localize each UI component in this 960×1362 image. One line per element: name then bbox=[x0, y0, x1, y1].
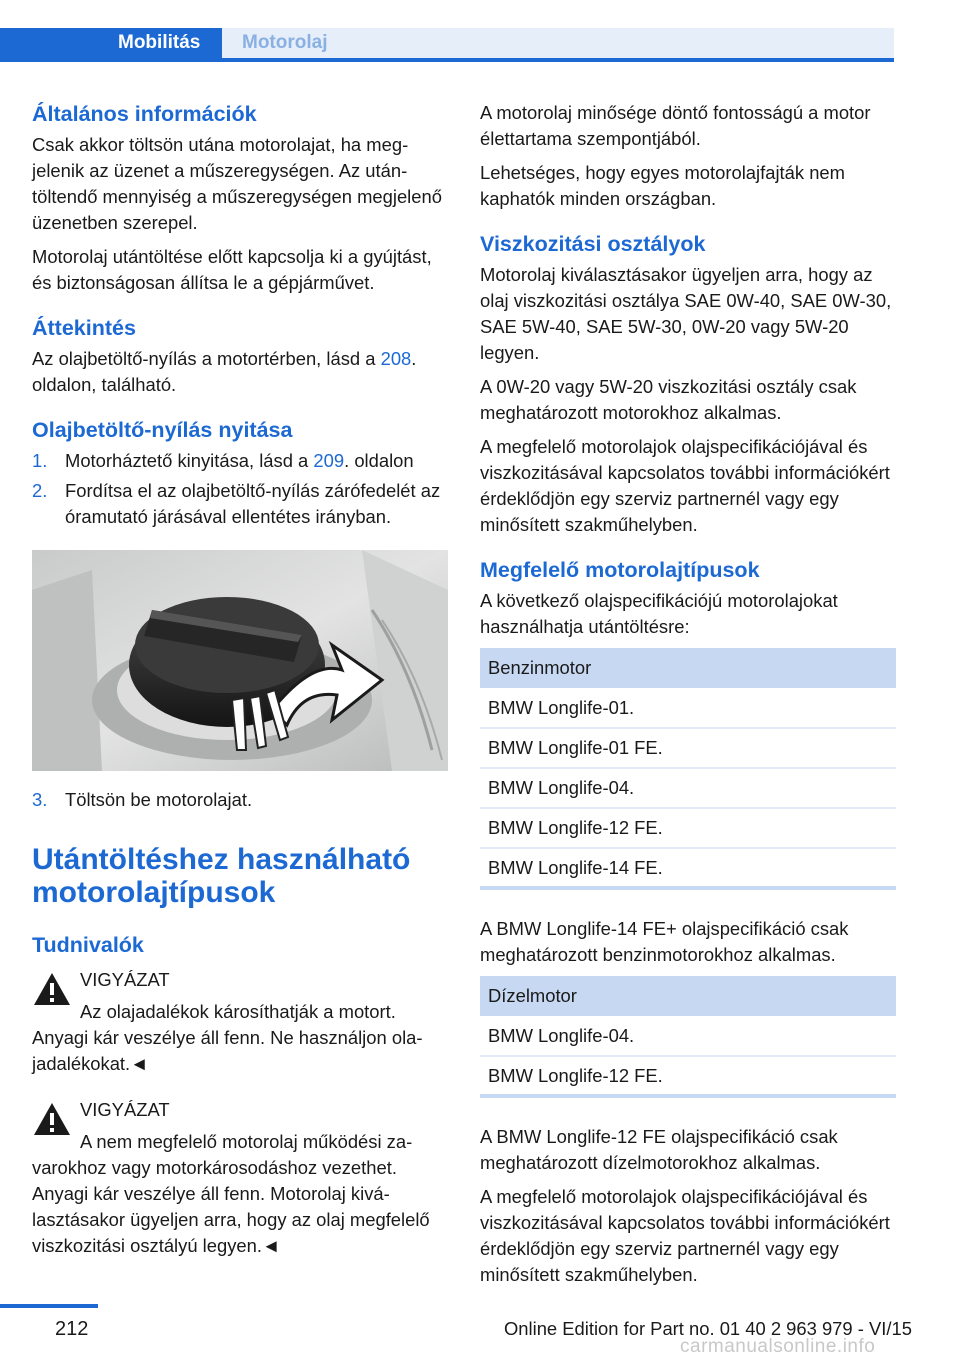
table-row bbox=[480, 728, 896, 768]
warning-block bbox=[32, 1097, 448, 1259]
right-column bbox=[480, 100, 896, 1296]
paragraph-viscosity-2: A 0W-20 vagy 5W-20 viszkozitási osztály csak meghatározott motorokhoz alkalmas. bbox=[480, 376, 857, 423]
warning-triangle-icon bbox=[32, 1101, 72, 1137]
diesel-engine-table bbox=[480, 976, 896, 1098]
table-header: Benzinmotor bbox=[480, 648, 896, 688]
warning-triangle-icon bbox=[32, 971, 72, 1007]
step-item bbox=[32, 787, 448, 813]
oil-filler-cap-illustration bbox=[32, 550, 448, 771]
warning-title: VIGYÁZAT bbox=[80, 969, 170, 990]
step-number: 3. bbox=[32, 789, 48, 810]
steps-list bbox=[32, 448, 448, 530]
page-header bbox=[0, 0, 960, 64]
table-row bbox=[480, 688, 896, 728]
heading-overview: Áttekintés bbox=[32, 316, 136, 340]
paragraph-viscosity-1: Motorolaj kiválasztásakor ügyeljen arra, hogy az olaj viszkozitási osztálya SAE 0W-40, SAE 0W-30, SAE 5W-40, SAE 5W-30, 0W-20 vagy 5W-20 legyen. bbox=[480, 264, 892, 363]
paragraph-diesel-note: A BMW Longlife-12 FE olajspecifikáció csak meghatározott dízelmotorokhoz alkalmas. bbox=[480, 1126, 838, 1173]
heading-general-info: Általános információk bbox=[32, 102, 257, 126]
table-row bbox=[480, 1056, 896, 1096]
header-rule bbox=[0, 58, 894, 62]
heading-viscosity-classes: Viszkozitási osztályok bbox=[480, 232, 706, 256]
table-row bbox=[480, 1016, 896, 1056]
heading-oil-types-main: Utántöltéshez használható motorolajtípusok bbox=[32, 843, 411, 909]
left-column bbox=[32, 100, 448, 1279]
table-row bbox=[480, 808, 896, 848]
table-cell: BMW Longlife-01 FE. bbox=[480, 728, 896, 768]
overview-text-b: . oldalon, található. bbox=[32, 348, 417, 395]
warning-title: VIGYÁZAT bbox=[80, 1099, 170, 1120]
warning-text: A nem megfelelő motorolaj működési zavarokhoz vagy motorkárosodáshoz vezethet. Anyagi kár veszélye áll fenn. Motorolaj kiválasztásakor ügyeljen arra, hogy az olaj megfelelő viszkozitási osztályú legyen.◄ bbox=[32, 1131, 430, 1256]
paragraph-suitable-types: A következő olajspecifikációjú motorolajokat használhatja utántöltésre: bbox=[480, 590, 838, 637]
steps-list-continued bbox=[32, 787, 448, 813]
table-cell: BMW Longlife-12 FE. bbox=[488, 1064, 663, 1086]
paragraph-availability: Lehetséges, hogy egyes motorolajfajták nem kaphatók minden országban. bbox=[480, 162, 845, 209]
paragraph-oil-quality: A motorolaj minősége döntő fontosságú a motor élettartama szempontjából. bbox=[480, 102, 871, 149]
footer-rule bbox=[0, 1304, 98, 1308]
paragraph-petrol-note: A BMW Longlife-14 FE+ olajspecifikáció csak meghatározott benzinmotorokhoz alkalmas. bbox=[480, 918, 849, 965]
oil-filler-cap-photo bbox=[32, 550, 448, 771]
watermark: carmanualsonline.info bbox=[680, 1336, 876, 1357]
step-item bbox=[32, 448, 448, 474]
page-link-208[interactable]: 208 bbox=[380, 348, 412, 369]
warning-text: Az olajadalékok károsíthatják a motort. Anyagi kár veszélye áll fenn. Ne használjon olajadalékokat.◄ bbox=[32, 1001, 423, 1074]
table-cell: BMW Longlife-04. bbox=[480, 768, 896, 808]
table-row bbox=[480, 848, 896, 888]
step-text: Fordítsa el az olajbetöltő-nyílás zárófedelét az óramutató járásával ellentétes irányban. bbox=[65, 480, 441, 527]
paragraph-general-1: Csak akkor töltsön utána motorolajat, ha megjelenik az üzenet a műszeregységen. Az utántöltendő mennyiség a műszeregységen megjelenő üzenetben szerepel. bbox=[32, 134, 442, 233]
step-number: 2. bbox=[32, 480, 48, 501]
table-row bbox=[480, 768, 896, 808]
table-cell: BMW Longlife-12 FE. bbox=[480, 808, 896, 848]
step-text: Töltsön be motorolajat. bbox=[65, 789, 253, 810]
table-cell: BMW Longlife-04. bbox=[480, 1016, 896, 1056]
edition-info: Online Edition for Part no. 01 40 2 963 979 - VI/15 bbox=[504, 1318, 912, 1339]
table-cell: BMW Longlife-01. bbox=[480, 688, 896, 728]
table-cell: BMW Longlife-14 FE. bbox=[488, 856, 663, 878]
heading-filler-opening: Olajbetöltő-nyílás nyitása bbox=[32, 418, 293, 442]
page-link-209[interactable]: 209 bbox=[313, 450, 345, 471]
header-tab-engine-oil[interactable]: Motorolaj bbox=[222, 28, 894, 58]
paragraph-viscosity-3: A megfelelő motorolajok olajspecifikációjával és viszkozitásával kapcsolatos további információkért érdeklődjön egy szerviz partnernél vagy egy minősített szakműhelyben. bbox=[480, 436, 890, 535]
petrol-engine-table bbox=[480, 648, 896, 890]
step-text-end: . oldalon bbox=[344, 450, 414, 471]
header-tab-mobility[interactable]: Mobilitás bbox=[0, 28, 222, 58]
heading-notes: Tudnivalók bbox=[32, 933, 144, 957]
warning-block bbox=[32, 967, 448, 1077]
step-number: 1. bbox=[32, 450, 48, 471]
table-header: Dízelmotor bbox=[480, 976, 896, 1016]
paragraph-general-2: Motorolaj utántöltése előtt kapcsolja ki a gyújtást, és biztonságosan állítsa le a gépjárművet. bbox=[32, 246, 432, 293]
page-number: 212 bbox=[55, 1318, 89, 1340]
step-text: Motorháztető kinyitása, lásd a bbox=[65, 450, 314, 471]
overview-text-a: Az olajbetöltő-nyílás a motortérben, lásd a bbox=[32, 348, 381, 369]
paragraph-overview bbox=[32, 346, 448, 398]
step-item bbox=[32, 478, 448, 530]
heading-suitable-oil-types: Megfelelő motorolajtípusok bbox=[480, 558, 760, 582]
paragraph-final-info: A megfelelő motorolajok olajspecifikációjával és viszkozitásával kapcsolatos további információkért érdeklődjön egy szerviz partnernél vagy egy minősített szakműhelyben. bbox=[480, 1186, 890, 1285]
